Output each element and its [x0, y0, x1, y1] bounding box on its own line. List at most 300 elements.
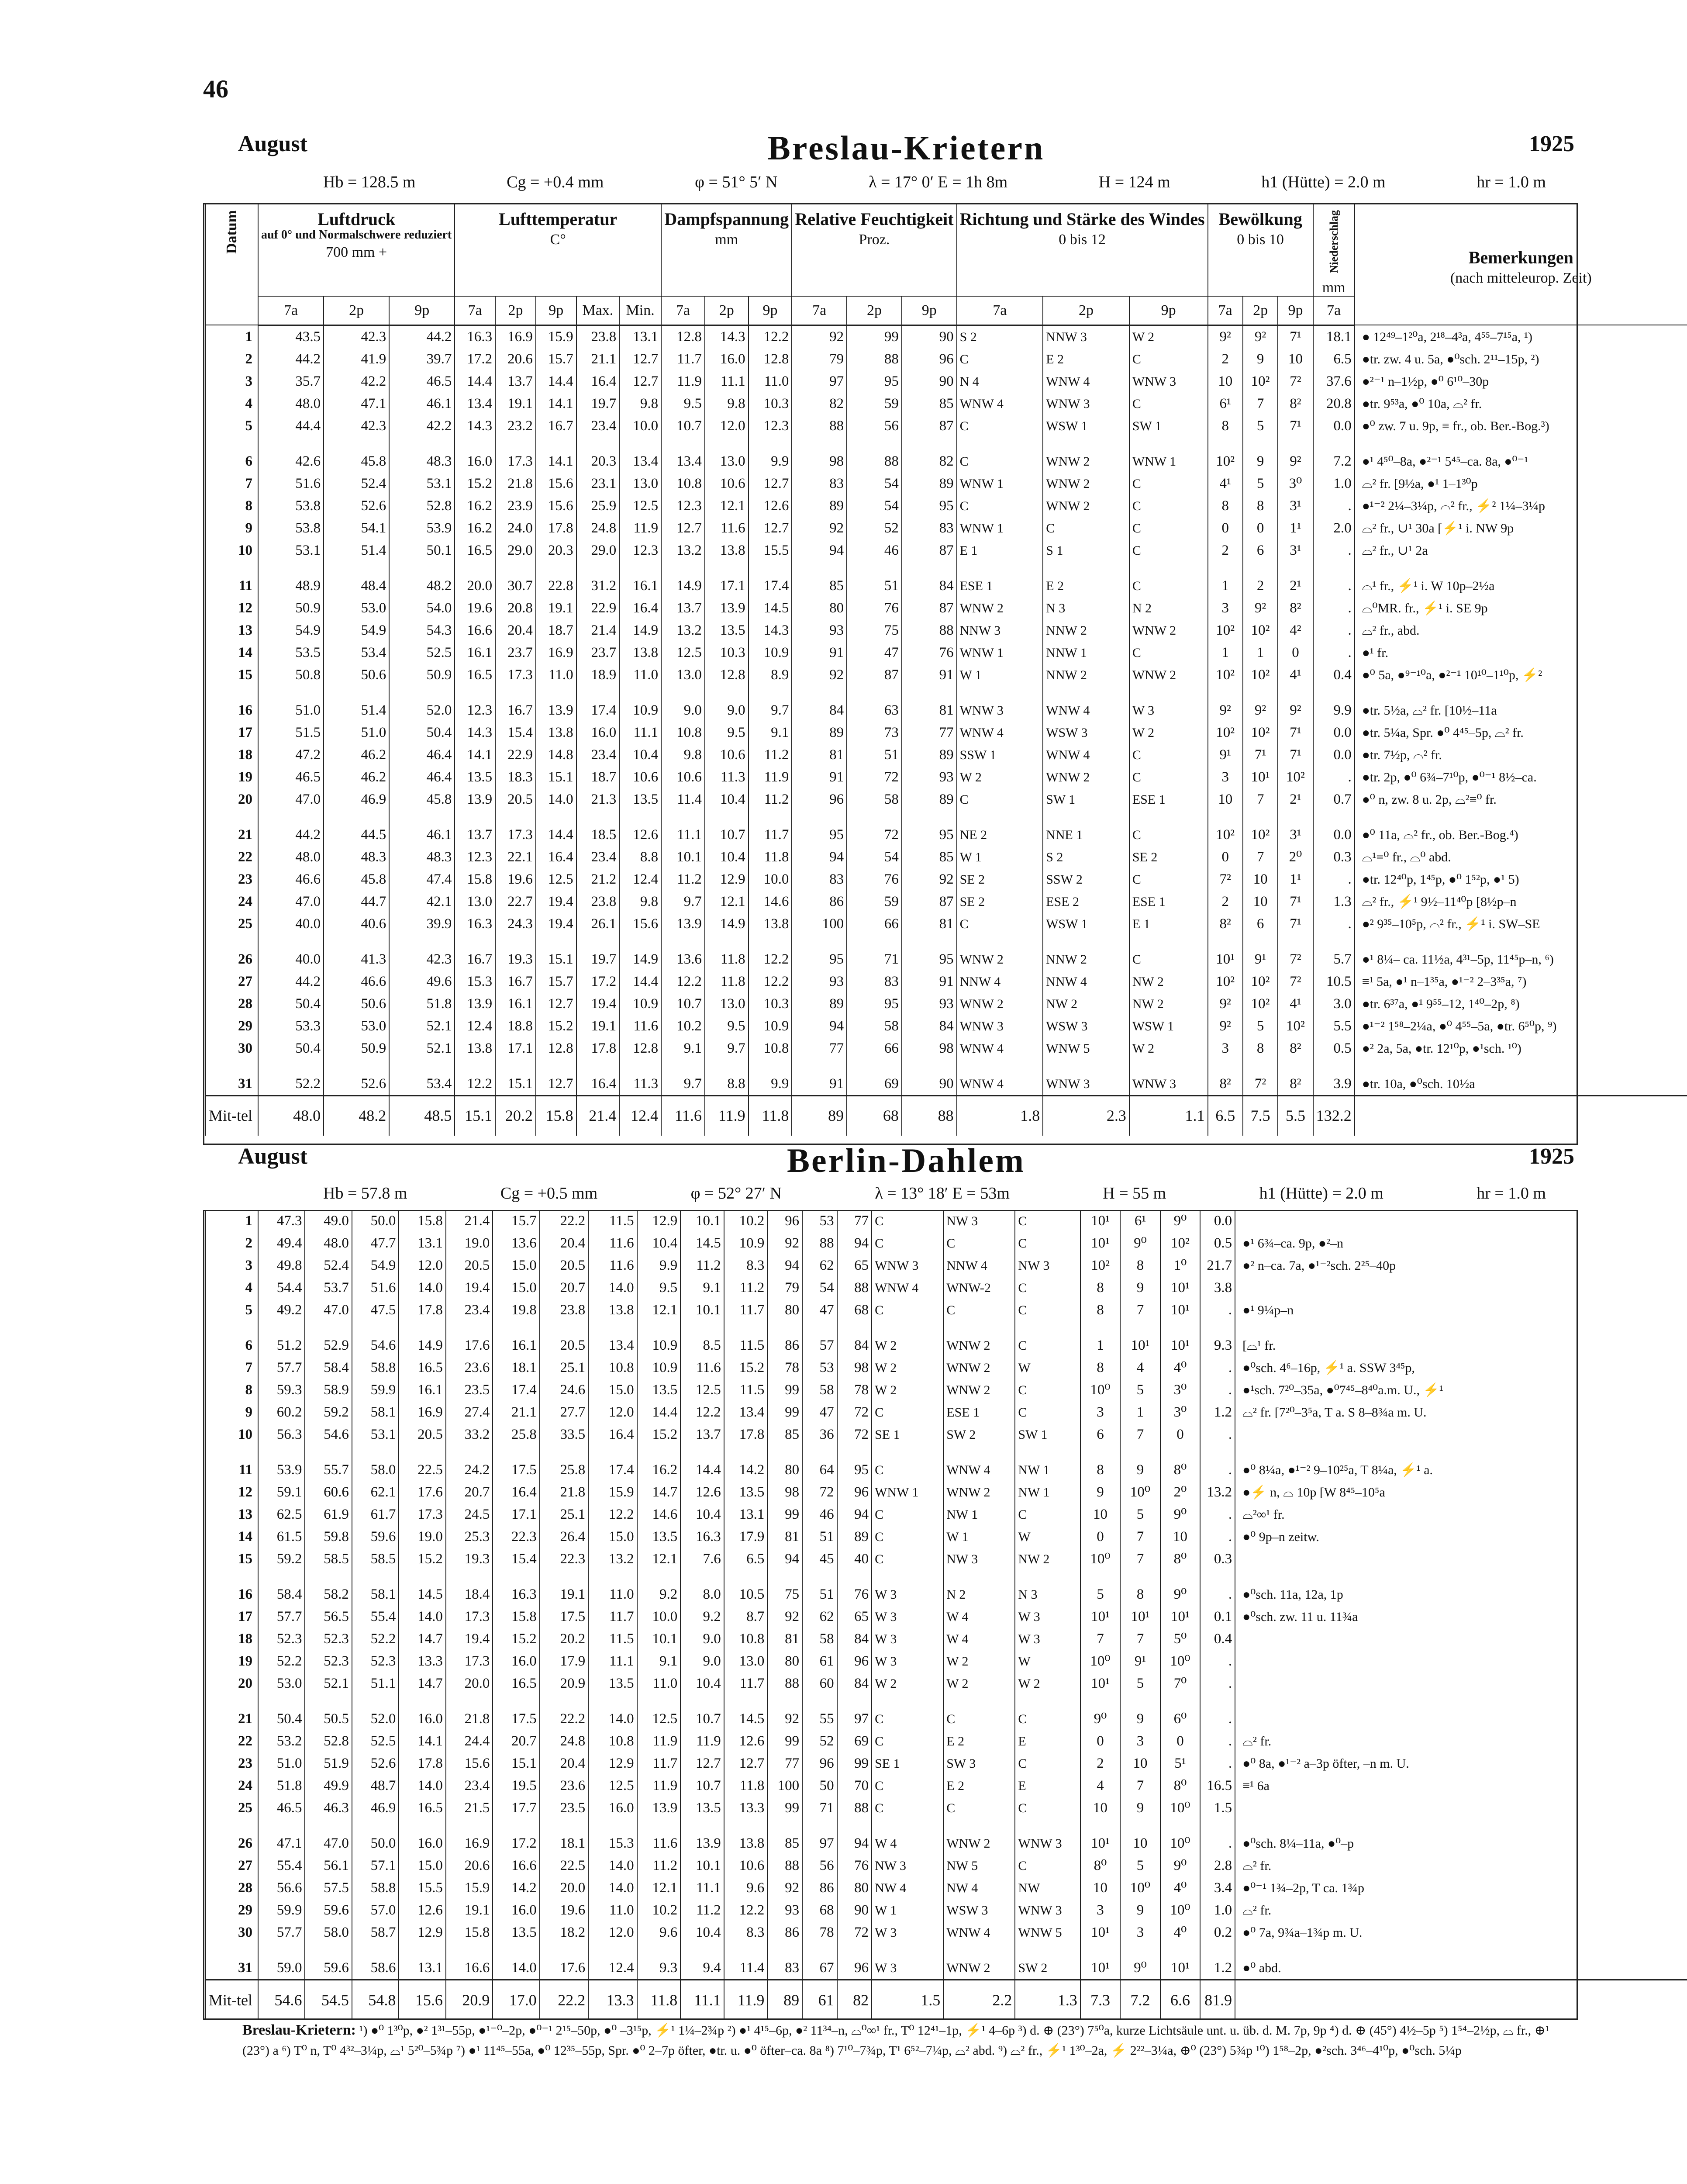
temperature-cell: 14.0: [588, 1855, 637, 1877]
vapor-cell: 10.5: [724, 1583, 768, 1606]
pressure-cell: 47.5: [352, 1299, 399, 1321]
temperature-cell: 9.8: [619, 393, 661, 415]
remarks-cell: [1235, 1673, 1687, 1695]
spacer-cell: [540, 1321, 588, 1334]
temperature-cell: 15.7: [493, 1210, 539, 1232]
mean-temperature: 21.4: [576, 1095, 620, 1136]
temperature-cell: 15.6: [536, 473, 576, 495]
mean-label: Mit-tel: [206, 1095, 258, 1136]
temperature-cell: 16.1: [455, 642, 495, 664]
temperature-cell: 15.2: [493, 1628, 539, 1650]
mean-vapor: 11.1: [680, 1980, 724, 2020]
day-cell: 17: [206, 1606, 258, 1628]
wind-cell: W 4: [943, 1606, 1015, 1628]
temperature-cell: 9.8: [619, 891, 661, 913]
mean-label: Mit-tel: [206, 1980, 258, 2020]
pressure-cell: 52.6: [324, 1073, 389, 1096]
pressure-cell: 61.7: [352, 1503, 399, 1526]
cloud-cell: 10: [1080, 1797, 1120, 1819]
spacer-cell: [1313, 1060, 1355, 1073]
vapor-cell: 15.2: [724, 1357, 768, 1379]
remarks-cell: ≡¹ 6a: [1235, 1775, 1687, 1797]
temperature-cell: 16.3: [493, 1583, 539, 1606]
temperature-cell: 16.1: [399, 1379, 445, 1401]
cloud-cell: 8: [1243, 495, 1278, 517]
humidity-cell: 99: [767, 1379, 802, 1401]
spacer-cell: [619, 437, 661, 450]
humidity-cell: 47: [802, 1299, 837, 1321]
cloud-cell: 8: [1208, 415, 1243, 437]
wind-header-title: Richtung und Stärke des Windes: [959, 209, 1205, 229]
humidity-cell: 93: [902, 993, 957, 1015]
vapor-cell: 16.2: [637, 1459, 681, 1481]
mean-temperature: 15.1: [455, 1095, 495, 1136]
vapor-cell: 10.7: [705, 824, 749, 846]
humidity-cell: 88: [767, 1855, 802, 1877]
humidity-cell: 60: [802, 1673, 837, 1695]
pressure-cell: 47.0: [258, 788, 324, 811]
temperature-cell: 15.5: [399, 1877, 445, 1899]
humidity-cell: 94: [792, 846, 847, 868]
spacer-cell: [872, 1321, 943, 1334]
temperature-cell: 19.1: [536, 597, 576, 619]
spacer-cell: [536, 686, 576, 699]
spacer-cell: [661, 686, 705, 699]
cloud-cell: 2: [1208, 891, 1243, 913]
spacer-cell: [680, 1446, 724, 1459]
cloud-cell: 10⁰: [1160, 1832, 1200, 1855]
spacer-cell: [588, 1570, 637, 1583]
pressure-cell: 57.5: [305, 1877, 352, 1899]
pressure-cell: 50.0: [352, 1832, 399, 1855]
pressure-cell: 52.9: [305, 1334, 352, 1357]
humidity-cell: 98: [767, 1481, 802, 1503]
temperature-cell: 14.0: [588, 1708, 637, 1730]
humidity-cell: 100: [767, 1775, 802, 1797]
spacer-cell: [206, 1944, 258, 1957]
spacer-cell: [588, 1321, 637, 1334]
remarks-cell: ●⁰sch. zw. 11 u. 11¾a: [1235, 1606, 1687, 1628]
humidity-cell: 78: [802, 1921, 837, 1944]
cloud-cell: 6¹: [1120, 1210, 1160, 1232]
day-cell: 16: [206, 1583, 258, 1606]
humidity-cell: 83: [847, 971, 902, 993]
vapor-cell: 13.0: [724, 1650, 768, 1673]
precip-cell: 16.5: [1200, 1775, 1235, 1797]
humidity-cell: 76: [847, 597, 902, 619]
precip-cell: 1.2: [1200, 1401, 1235, 1424]
breslau-table: [205, 203, 1687, 1136]
wind-header-unit: 0 bis 12: [1059, 232, 1106, 248]
cloud-cell: 8: [1120, 1583, 1160, 1606]
mean-humidity: 89: [792, 1095, 847, 1136]
temperature-cell: 23.8: [576, 891, 620, 913]
temperature-cell: 14.0: [588, 1877, 637, 1899]
spacer-cell: [1043, 437, 1129, 450]
temperature-cell: 11.6: [588, 1232, 637, 1254]
temperature-cell: 15.8: [399, 1210, 445, 1232]
precip-cell: 13.2: [1200, 1481, 1235, 1503]
humidity-cell: 59: [847, 891, 902, 913]
remarks-cell: ⌓¹≡⁰ fr., ⌓⁰ abd.: [1355, 846, 1687, 868]
pressure-cell: 55.4: [258, 1855, 305, 1877]
pressure-cell: 53.8: [258, 517, 324, 539]
wind-cell: C: [1015, 1334, 1080, 1357]
spacer-cell: [446, 1321, 493, 1334]
spacer-cell: [1015, 1446, 1080, 1459]
wind-cell: N 2: [1129, 597, 1208, 619]
wind-cell: E: [1015, 1730, 1080, 1752]
temperature-cell: 15.1: [536, 948, 576, 971]
precip-cell: .: [1200, 1583, 1235, 1606]
cloud-cell: 2: [1080, 1752, 1120, 1775]
temperature-header: [455, 203, 661, 296]
precip-cell: 1.3: [1313, 891, 1355, 913]
spacer-cell: [399, 1695, 445, 1708]
table-row: [206, 1921, 1687, 1944]
temperature-cell: 13.6: [493, 1232, 539, 1254]
vapor-cell: 12.8: [705, 664, 749, 686]
spacer-cell: [724, 1321, 768, 1334]
pressure-cell: 52.2: [258, 1650, 305, 1673]
station-constant: H = 55 m: [1103, 1184, 1166, 1203]
cloud-cell: 7²: [1243, 1073, 1278, 1096]
vapor-cell: 11.7: [661, 348, 705, 370]
humidity-cell: 72: [802, 1481, 837, 1503]
precip-cell: 0.0: [1313, 824, 1355, 846]
cloud-cell: 7: [1080, 1628, 1120, 1650]
mean-temperature: 17.0: [493, 1980, 539, 2020]
cloud-cell: 10²: [1160, 1232, 1200, 1254]
cloud-cell: 0: [1208, 846, 1243, 868]
temperature-cell: 10.9: [619, 993, 661, 1015]
temperature-cell: 16.7: [536, 415, 576, 437]
remarks-cell: [1235, 1650, 1687, 1673]
vapor-cell: 11.8: [705, 971, 749, 993]
table-row: [206, 722, 1687, 744]
table-row: [206, 1481, 1687, 1503]
spacer-cell: [352, 1321, 399, 1334]
spacer-cell: [847, 935, 902, 948]
spacer-cell: [389, 562, 455, 575]
time-subheader: 9p: [749, 296, 792, 325]
vapor-cell: 9.5: [637, 1277, 681, 1299]
vapor-cell: 10.3: [705, 642, 749, 664]
spacer-cell: [1208, 686, 1243, 699]
cloud-cell: 7¹: [1278, 415, 1313, 437]
temperature-cell: 17.3: [446, 1650, 493, 1673]
cloud-cell: 9: [1080, 1481, 1120, 1503]
humidity-cell: 72: [847, 824, 902, 846]
vapor-cell: 11.6: [637, 1832, 681, 1855]
humidity-cell: 46: [802, 1503, 837, 1526]
table-row: [206, 1775, 1687, 1797]
cloud-cell: 8²: [1278, 1073, 1313, 1096]
day-cell: 12: [206, 597, 258, 619]
spacer-cell: [1313, 935, 1355, 948]
wind-cell: N 3: [1015, 1583, 1080, 1606]
spacer-cell: [1043, 686, 1129, 699]
temperature-cell: 15.1: [495, 1073, 536, 1096]
spacer-cell: [637, 1695, 681, 1708]
spacer-cell: [1160, 1446, 1200, 1459]
remarks-cell: ⌓² fr.: [1235, 1855, 1687, 1877]
spacer-cell: [872, 1695, 943, 1708]
humidity-cell: 92: [767, 1606, 802, 1628]
temperature-cell: 27.4: [446, 1401, 493, 1424]
wind-cell: NNW 2: [1043, 619, 1129, 642]
cloud-cell: 7: [1120, 1548, 1160, 1570]
temperature-cell: 22.7: [495, 891, 536, 913]
humidity-cell: 46: [847, 539, 902, 562]
spacer-cell: [705, 811, 749, 824]
humidity-cell: 64: [802, 1459, 837, 1481]
spacer-cell: [749, 437, 792, 450]
temperature-cell: 20.0: [455, 575, 495, 597]
cloud-cell: 10: [1208, 370, 1243, 393]
wind-cell: W 4: [872, 1832, 943, 1855]
cloud-cell: 10¹: [1120, 1606, 1160, 1628]
temperature-cell: 20.4: [495, 619, 536, 642]
temperature-cell: 16.9: [495, 325, 536, 348]
vapor-cell: 12.0: [705, 415, 749, 437]
spacer-cell: [1120, 1819, 1160, 1832]
humidity-cell: 71: [802, 1797, 837, 1819]
temperature-cell: 13.0: [619, 473, 661, 495]
table-row: [206, 597, 1687, 619]
temperature-cell: 21.4: [446, 1210, 493, 1232]
wind-cell: WNW-2: [943, 1277, 1015, 1299]
pressure-cell: 59.0: [258, 1957, 305, 1980]
precip-cell: 5.7: [1313, 948, 1355, 971]
temperature-cell: 20.3: [576, 450, 620, 473]
spacer-cell: [495, 437, 536, 450]
remarks-header: [1355, 203, 1687, 325]
spacer-cell: [352, 1819, 399, 1832]
cloud-cell: 8: [1080, 1357, 1120, 1379]
humidity-cell: 56: [802, 1855, 837, 1877]
spacer-cell: [1243, 686, 1278, 699]
wind-cell: W 1: [957, 846, 1043, 868]
precip-cell: 0.0: [1313, 744, 1355, 766]
humidity-cell: 92: [767, 1232, 802, 1254]
cloud-cell: 9²: [1278, 450, 1313, 473]
spacer-cell: [305, 1446, 352, 1459]
vapor-cell: 10.3: [749, 993, 792, 1015]
humidity-cell: 93: [767, 1899, 802, 1921]
humidity-cell: 66: [847, 1037, 902, 1060]
humidity-cell: 66: [847, 913, 902, 935]
pressure-cell: 46.9: [352, 1797, 399, 1819]
vapor-cell: 11.1: [661, 824, 705, 846]
temperature-cell: 18.2: [540, 1921, 588, 1944]
wind-cell: SE 2: [1129, 846, 1208, 868]
temperature-cell: 13.5: [619, 788, 661, 811]
vapor-cell: 12.9: [705, 868, 749, 891]
pressure-header-title: Luftdruck: [317, 209, 396, 229]
humidity-cell: 77: [837, 1210, 872, 1232]
precip-cell: 0.2: [1200, 1921, 1235, 1944]
spacer-cell: [446, 1819, 493, 1832]
remarks-cell: ●⁰ abd.: [1235, 1957, 1687, 1980]
vapor-cell: 9.1: [749, 722, 792, 744]
time-subheader: 2p: [1243, 296, 1278, 325]
cloud-cell: 10¹: [1160, 1277, 1200, 1299]
humidity-cell: 75: [767, 1583, 802, 1606]
precip-cell: 37.6: [1313, 370, 1355, 393]
pressure-cell: 41.9: [324, 348, 389, 370]
temperature-cell: 12.7: [536, 1073, 576, 1096]
remarks-cell: ●⁰⁻¹ 1¾–2p, T ca. 1¾p: [1235, 1877, 1687, 1899]
cloud-cell: 3: [1208, 597, 1243, 619]
temperature-cell: 23.2: [495, 415, 536, 437]
humidity-cell: 69: [847, 1073, 902, 1096]
humidity-cell: 94: [837, 1232, 872, 1254]
vapor-cell: 12.6: [680, 1481, 724, 1503]
spacer-cell: [455, 811, 495, 824]
cloud-cell: 7⁰: [1160, 1673, 1200, 1695]
humidity-header-title: Relative Feuchtigkeit: [795, 209, 954, 229]
temperature-cell: 22.8: [536, 575, 576, 597]
wind-cell: E: [1015, 1775, 1080, 1797]
table-row: [206, 1037, 1687, 1060]
spacer-cell: [902, 811, 957, 824]
temperature-cell: 24.4: [446, 1730, 493, 1752]
pressure-cell: 49.4: [258, 1232, 305, 1254]
mean-pressure: 48.0: [258, 1095, 324, 1136]
temperature-cell: 14.3: [455, 722, 495, 744]
vapor-cell: 11.8: [724, 1775, 768, 1797]
spacer-cell: [1120, 1446, 1160, 1459]
vapor-cell: 10.9: [749, 1015, 792, 1037]
cloud-cell: 1: [1208, 575, 1243, 597]
humidity-cell: 80: [767, 1459, 802, 1481]
humidity-cell: 93: [792, 619, 847, 642]
precip-cell: .: [1200, 1752, 1235, 1775]
temperature-cell: 17.3: [399, 1503, 445, 1526]
wind-cell: WNW 2: [1043, 450, 1129, 473]
temperature-cell: 15.6: [536, 495, 576, 517]
humidity-cell: 92: [792, 325, 847, 348]
wind-cell: NW 2: [1129, 993, 1208, 1015]
vapor-cell: 11.2: [661, 868, 705, 891]
pressure-cell: 52.3: [305, 1628, 352, 1650]
station-constant: Hb = 57.8 m: [323, 1184, 407, 1203]
spacer-cell: [1129, 1060, 1208, 1073]
cloud-cell: 10²: [1208, 450, 1243, 473]
cloud-cell: 10²: [1208, 664, 1243, 686]
temperature-cell: 16.3: [455, 913, 495, 935]
humidity-cell: 52: [802, 1730, 837, 1752]
spacer-cell: [455, 562, 495, 575]
table-row: [206, 393, 1687, 415]
temperature-cell: 17.5: [493, 1708, 539, 1730]
berlin-constants: [323, 1184, 1546, 1203]
vapor-cell: 13.8: [705, 539, 749, 562]
day-cell: 24: [206, 891, 258, 913]
vapor-cell: 12.3: [749, 415, 792, 437]
spacer-cell: [1235, 1944, 1687, 1957]
pressure-cell: 53.0: [324, 597, 389, 619]
spacer-cell: [661, 562, 705, 575]
vapor-cell: 12.6: [724, 1730, 768, 1752]
breslau-month: August: [238, 131, 307, 156]
pressure-cell: 59.6: [305, 1957, 352, 1980]
humidity-cell: 94: [767, 1548, 802, 1570]
temperature-cell: 26.1: [576, 913, 620, 935]
wind-cell: N 3: [1043, 597, 1129, 619]
table-row: [206, 1073, 1687, 1096]
temperature-cell: 13.9: [455, 788, 495, 811]
remarks-cell: ⌓²∞¹ fr.: [1235, 1503, 1687, 1526]
spacer-cell: [1278, 562, 1313, 575]
temperature-cell: 12.3: [455, 699, 495, 722]
humidity-cell: 88: [902, 619, 957, 642]
temperature-cell: 15.3: [588, 1832, 637, 1855]
spacer-cell: [305, 1819, 352, 1832]
spacer-cell: [206, 437, 258, 450]
mean-temperature: 20.9: [446, 1980, 493, 2020]
wind-cell: NW 3: [943, 1210, 1015, 1232]
pressure-cell: 49.9: [305, 1775, 352, 1797]
temperature-cell: 16.4: [576, 370, 620, 393]
temperature-cell: 23.5: [446, 1379, 493, 1401]
vapor-cell: 13.9: [705, 597, 749, 619]
spacer-cell: [705, 562, 749, 575]
vapor-cell: 11.9: [637, 1775, 681, 1797]
vapor-cell: 12.7: [661, 517, 705, 539]
mean-temperature: 15.6: [399, 1980, 445, 2020]
temperature-cell: 14.4: [536, 824, 576, 846]
pressure-cell: 46.4: [389, 744, 455, 766]
temperature-cell: 12.8: [619, 1037, 661, 1060]
day-cell: 12: [206, 1481, 258, 1503]
wind-cell: W 3: [872, 1606, 943, 1628]
temperature-cell: 15.2: [536, 1015, 576, 1037]
wind-cell: WNW 3: [872, 1254, 943, 1277]
spacer-cell: [767, 1321, 802, 1334]
wind-cell: ESE 1: [1129, 891, 1208, 913]
cloud-cell: 8: [1080, 1299, 1120, 1321]
mean-pressure: 48.5: [389, 1095, 455, 1136]
spacer-cell: [1015, 1695, 1080, 1708]
pressure-cell: 42.1: [389, 891, 455, 913]
table-row: [206, 1357, 1687, 1379]
humidity-cell: 87: [902, 539, 957, 562]
wind-cell: WNW 4: [1043, 699, 1129, 722]
remarks-cell: ●⁰ n, zw. 8 u. 2p, ⌓²≡⁰ fr.: [1355, 788, 1687, 811]
temperature-cell: 14.1: [455, 744, 495, 766]
precip-cell: .: [1200, 1503, 1235, 1526]
spacer-cell: [1160, 1321, 1200, 1334]
vapor-cell: 13.1: [724, 1503, 768, 1526]
humidity-cell: 54: [847, 473, 902, 495]
humidity-cell: 63: [847, 699, 902, 722]
temperature-cell: 18.9: [576, 664, 620, 686]
temperature-cell: 23.6: [540, 1775, 588, 1797]
pressure-cell: 51.5: [258, 722, 324, 744]
spacer-cell: [389, 935, 455, 948]
spacer-cell: [847, 811, 902, 824]
spacer-cell: [493, 1944, 539, 1957]
vapor-cell: 14.2: [724, 1459, 768, 1481]
vapor-cell: 13.5: [705, 619, 749, 642]
spacer-cell: [399, 1570, 445, 1583]
cloud-cell: 1¹: [1278, 517, 1313, 539]
cloud-cell: 10²: [1243, 971, 1278, 993]
temperature-cell: 16.0: [588, 1797, 637, 1819]
temperature-cell: 14.9: [399, 1334, 445, 1357]
